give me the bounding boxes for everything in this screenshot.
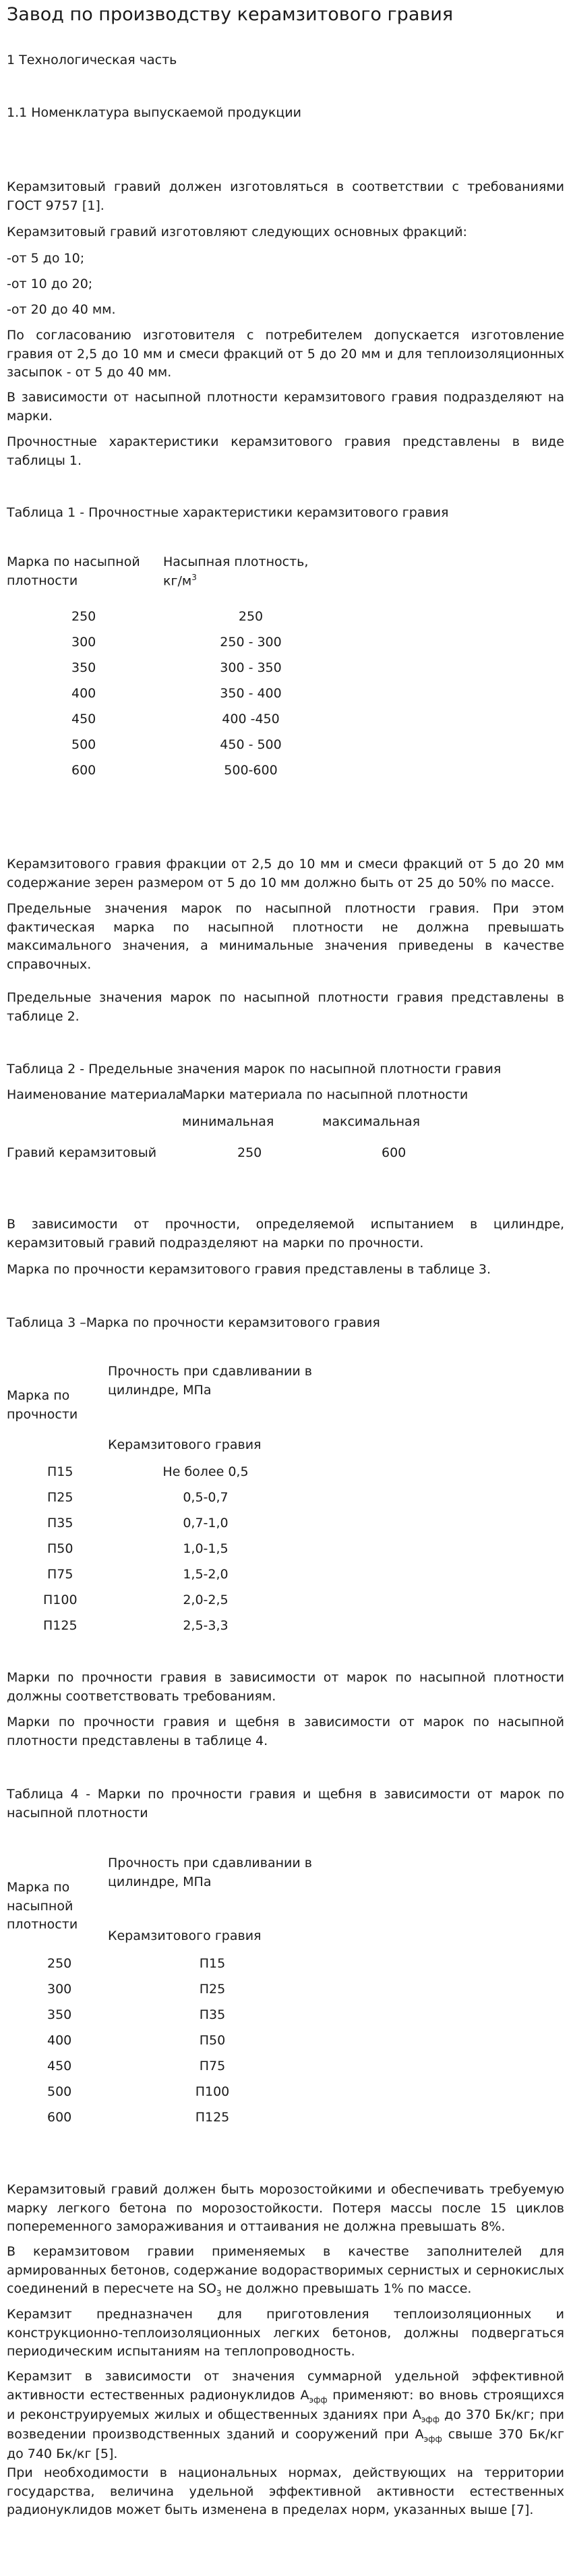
table-row: П125 2,5-3,3: [43, 1618, 229, 1633]
table-row: 400 350 - 400: [71, 686, 282, 702]
table-caption: Таблица 4 - Марки по прочности гравия и щебня в зависимости от марок по насыпной плотности: [7, 1787, 564, 1821]
table-row: П25 0,5-0,7: [47, 1490, 229, 1505]
paragraph: Предельные значения марок по насыпной плотности гравия представлены в таблице 2.: [7, 990, 564, 1024]
fraction-item: -от 5 до 10;: [7, 251, 85, 266]
paragraph: Керамзитовый гравий должен быть морозостойкими и обеспечивать требуемую марку легкого бетона по морозостойкости. Потеря массы после 15 циклов попеременного замораживания и оттаивания не должна превышать 8%.: [7, 2182, 564, 2235]
table-row: 450 400 -450: [71, 712, 280, 727]
table-2-row-name: Гравий керамзитовый: [7, 1145, 157, 1160]
table-caption: Таблица 3 –Марка по прочности керамзитового гравия: [7, 1315, 380, 1330]
table-2-row-min: 250: [237, 1145, 262, 1160]
table-row: 300 П25: [47, 1982, 226, 1997]
table-2-header-max: максимальная: [322, 1114, 421, 1129]
table-4: [7, 1955, 263, 2134]
table-header-cell: Насыпная плотность, $кг/м^3$: [163, 554, 309, 588]
table-row: 250 250: [71, 609, 264, 625]
paragraph: Прочностные характеристики керамзитового гравия представлены в виде таблицы 1.: [7, 434, 564, 468]
paragraph: В зависимости от прочности, определяемой испытанием в цилиндре, керамзитовый гравий подразделяют на марки по прочности.: [7, 1217, 564, 1251]
table-row: П35 0,7-1,0: [47, 1516, 229, 1530]
table-2-header-min: минимальная: [182, 1114, 274, 1129]
paragraph: При необходимости в национальных нормах, действующих на территории государства, величина удельной эффективной активности естественных радионуклидов может быть изменена в пределах норм, указанных выше [7].: [7, 2465, 564, 2518]
table-3: [7, 1463, 266, 1642]
table-4-header-strength: Прочность при сдавливании в цилиндре, МПа: [108, 1856, 312, 1889]
table-caption: Таблица 2 - Предельные значения марок по насыпной плотности гравия: [7, 1062, 502, 1077]
table-caption: Таблица 1 - Прочностные характеристики керамзитового гравия: [7, 505, 449, 520]
table-row: 250 П15: [47, 1956, 226, 1971]
fraction-item: -от 20 до 40 мм.: [7, 302, 116, 317]
paragraph: Керамзитового гравия фракции от 2,5 до 10 мм и смеси фракций от 5 до 20 мм содержание зерен размером от 5 до 10 мм должно быть от 25 до 50% по массе.: [7, 857, 564, 890]
paragraph: Керамзит предназначен для приготовления теплоизоляционных и конструкционно-теплоизоляционных легких бетонов, должны подвергаться периодическим испытаниям на теплопроводность.: [7, 2307, 564, 2359]
paragraph: Марка по прочности керамзитового гравия представлены в таблице 3.: [7, 1262, 491, 1277]
table-2-header-name: Наименование материала: [7, 1087, 184, 1102]
table-row: П100 2,0-2,5: [43, 1593, 229, 1607]
paragraph: В зависимости от насыпной плотности керамзитового гравия подразделяют на марки.: [7, 390, 564, 424]
table-3-subheader: Керамзитового гравия: [108, 1437, 262, 1452]
table-row: 500 450 - 500: [71, 737, 282, 753]
table-3-header-grade: Марка по прочности: [7, 1388, 78, 1422]
table-1: [7, 553, 338, 787]
table-3-header-strength: Прочность при сдавливании в цилиндре, МПа: [108, 1364, 312, 1398]
paragraph: Марки по прочности гравия и щебня в зависимости от марок по насыпной плотности представлены в таблице 4.: [7, 1715, 564, 1748]
table-row: 350 П35: [47, 2007, 226, 2022]
table-2-row-max: 600: [382, 1145, 407, 1160]
paragraph: Керамзитовый гравий должен изготовляться в соответствии с требованиями ГОСТ 9757 [1].: [7, 179, 564, 213]
table-row: 500 П100: [47, 2084, 230, 2099]
paragraph: Марки по прочности гравия в зависимости от марок по насыпной плотности должны соответствовать требованиям.: [7, 1670, 564, 1704]
table-row: 450 П75: [47, 2059, 226, 2073]
paragraph: Предельные значения марок по насыпной плотности гравия. При этом фактическая марка по насыпной плотности не должна превышать максимального значения, а минимальные значения приведены в качестве справочных.: [7, 901, 564, 972]
section-heading: 1 Технологическая часть: [7, 53, 177, 67]
paragraph: По согласованию изготовителя с потребителем допускается изготовление гравия от 2,5 до 10 мм и смеси фракций от 5 до 20 мм и для теплоизоляционных засыпок - от 5 до 40 мм.: [7, 328, 564, 380]
table-row: П50 1,0-1,5: [47, 1541, 229, 1556]
table-row: 300 250 - 300: [71, 635, 282, 650]
paragraph: В керамзитовом гравии применяемых в качестве заполнителей для армированных бетонов, содержание водорастворимых сернистых и сернокислых соединений в пересчете на $SO_3$ не должно превышать 1% по массе.: [7, 2244, 564, 2298]
table-row: П75 1,5-2,0: [47, 1567, 229, 1582]
table-row: 600 500-600: [71, 763, 278, 778]
document-title: Завод по производству керамзитового гравия: [7, 4, 454, 25]
table-row: 600 П125: [47, 2110, 230, 2125]
fraction-item: -от 10 до 20;: [7, 277, 93, 291]
table-4-subheader: Керамзитового гравия: [108, 1928, 262, 1943]
table-header-cell: Марка по насыпной плотности: [7, 554, 140, 588]
table-row: П15 Не более 0,5: [47, 1464, 249, 1479]
table-2-header-mark: Марки материала по насыпной плотности: [182, 1087, 469, 1102]
table-row: 350 300 - 350: [71, 660, 282, 676]
table-row: 400 П50: [47, 2033, 226, 2048]
subsection-heading: 1.1 Номенклатура выпускаемой продукции: [7, 105, 301, 120]
paragraph: Керамзит в зависимости от значения суммарной удельной эффективной активности естественных радионуклидов $А_{эфф}$ применяют: во вновь строящихся и реконструируемых жилых и общественных зданиях при $А_{эфф}$ до 370 Бк/кг; при возведении производственных зданий и сооружений при $А_{эфф}$ свыше 370 Бк/кг до 740 Бк/кг [5].: [7, 2369, 564, 2462]
paragraph: Керамзитовый гравий изготовляют следующих основных фракций:: [7, 225, 467, 239]
table-4-header-grade: Марка по насыпной плотности: [7, 1880, 78, 1933]
